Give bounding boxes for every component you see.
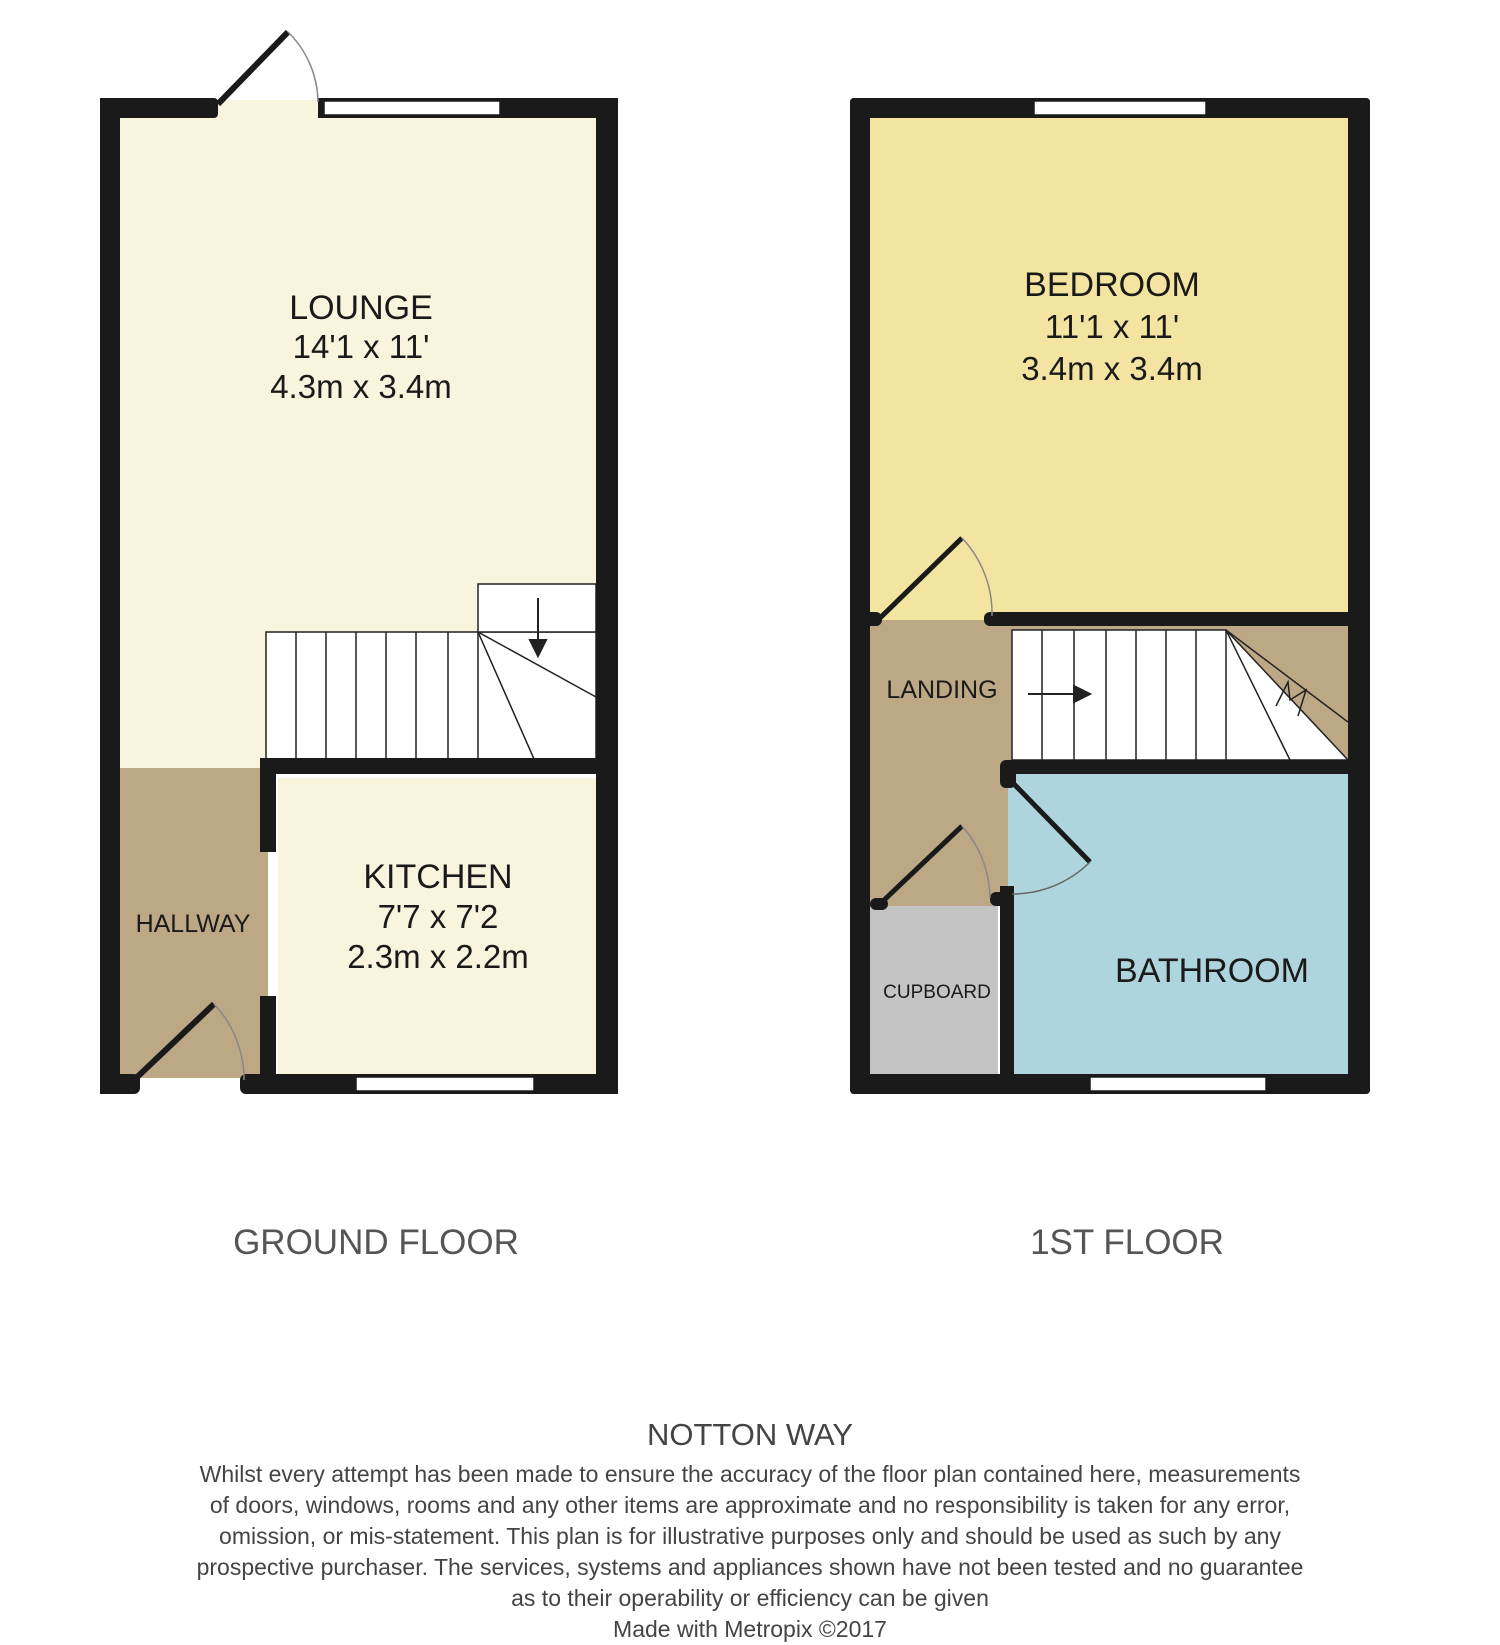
bedroom-name: BEDROOM: [1024, 266, 1200, 304]
bedroom-imperial: 11'1 x 11': [1044, 308, 1180, 345]
bedroom-metric: 3.4m x 3.4m: [1021, 350, 1203, 387]
disclaimer-line: of doors, windows, rooms and any other items are approximate and no responsibility is taken for any error,: [209, 1492, 1291, 1518]
kitchen-imperial: 7'7 x 7'2: [377, 898, 499, 935]
cupboard-name: CUPBOARD: [883, 982, 991, 1003]
disclaimer-line: omission, or mis-statement. This plan is for illustrative purposes only and should be used as such by any: [219, 1523, 1281, 1549]
footer: [100, 1415, 1400, 1645]
kitchen-metric: 2.3m x 2.2m: [347, 938, 529, 975]
kitchen-name: KITCHEN: [363, 858, 513, 896]
first-floor-label: 1ST FLOOR: [1030, 1223, 1224, 1262]
lounge-imperial: 14'1 x 11': [292, 328, 430, 365]
bathroom-room: [1008, 772, 1348, 1078]
hallway-entrance-patch: [208, 100, 318, 120]
lounge-metric: 4.3m x 3.4m: [270, 368, 452, 405]
lounge-door-icon: [218, 32, 318, 104]
lounge-window: [324, 101, 500, 115]
first-floor-plan: [850, 98, 1370, 1262]
bedroom-window: [1034, 101, 1206, 115]
kitchen-window: [356, 1077, 534, 1091]
disclaimer-line: as to their operability or efficiency can be given: [511, 1585, 989, 1611]
disclaimer-line: Whilst every attempt has been made to ensure the accuracy of the floor plan contained here, measurements: [199, 1461, 1301, 1487]
bathroom-window: [1090, 1077, 1266, 1091]
lounge-name: LOUNGE: [289, 289, 433, 327]
landing-name: LANDING: [886, 676, 998, 704]
ground-floor-label: GROUND FLOOR: [233, 1223, 519, 1262]
property-title: NOTTON WAY: [646, 1417, 854, 1452]
disclaimer-line: prospective purchaser. The services, systems and appliances shown have not been tested and no guarantee: [196, 1554, 1304, 1580]
ground-floor-plan: [100, 32, 618, 1262]
bathroom-name: BATHROOM: [1115, 952, 1309, 990]
landing-lower: [870, 772, 1008, 906]
credit: Made with Metropix ©2017: [613, 1616, 887, 1642]
hallway-name: HALLWAY: [135, 910, 251, 938]
